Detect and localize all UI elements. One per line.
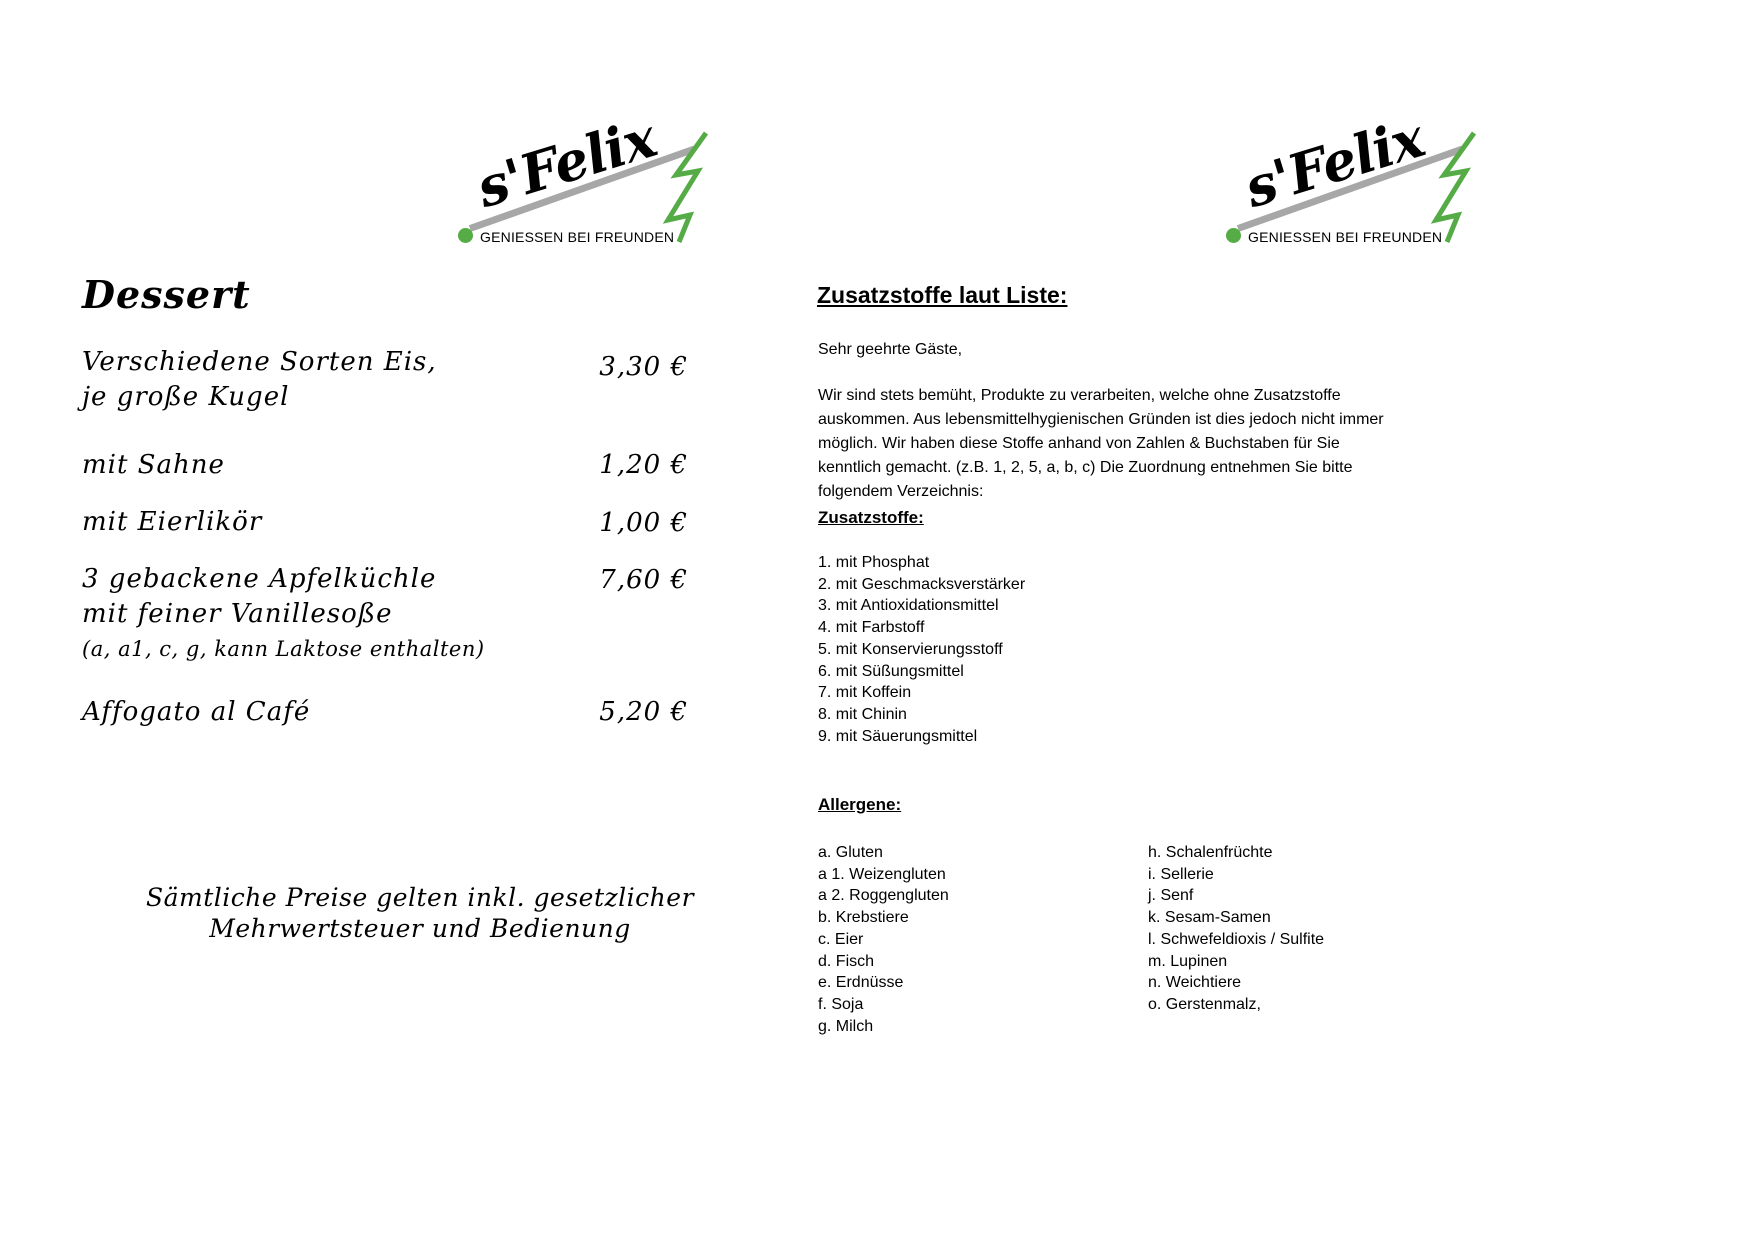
menu-item-price: 7,60 € (599, 565, 688, 595)
logo-brand-script: s'Felix (469, 105, 663, 220)
logo-tagline: GENIESSEN BEI FREUNDEN (480, 229, 675, 245)
menu-item-affogato (82, 695, 310, 730)
allergen-item: e. Erdnüsse (818, 974, 904, 992)
intro-line: folgendem Verzeichnis: (818, 483, 984, 500)
allergen-item: o. Gerstenmalz, (1148, 995, 1261, 1013)
menu-footer-line: Sämtliche Preise gelten inkl. gesetzlicher (145, 883, 695, 912)
salutation: Sehr geehrte Gäste, (818, 341, 963, 358)
menu-item-line: mit Sahne (82, 450, 225, 480)
additives-page-title: Zusatzstoffe laut Liste: (817, 282, 1068, 308)
menu-item-price: 1,20 € (599, 450, 688, 480)
menu-item-line: mit feiner Vanillesoße (82, 599, 393, 629)
allergens-column-1 (818, 842, 949, 1037)
logo-right (1226, 105, 1556, 258)
menu-footer-line: Mehrwertsteuer und Bedienung (209, 914, 631, 943)
allergen-item: a 1. Weizengluten (818, 865, 946, 883)
additive-item: 9. mit Säuerungsmittel (818, 727, 978, 745)
allergen-item: b. Krebstiere (818, 909, 909, 927)
allergens-column-2 (1148, 842, 1324, 1016)
menu-footer (95, 882, 745, 944)
additive-item: 4. mit Farbstoff (818, 619, 925, 637)
menu-item-price: 5,20 € (599, 697, 688, 727)
allergen-item: a. Gluten (818, 844, 883, 861)
logo-tagline: GENIESSEN BEI FREUNDEN (1248, 229, 1443, 245)
menu-title: Dessert (82, 272, 251, 317)
intro-line: kenntlich gemacht. (z.B. 1, 2, 5, a, b, c) Die Zuordnung entnehmen Sie bitte (818, 459, 1353, 476)
logo-left (458, 105, 788, 258)
allergen-item: f. Soja (818, 995, 864, 1013)
menu-item-line: Affogato al Café (82, 697, 311, 727)
menu-item-price: 3,30 € (599, 352, 688, 382)
intro-line: möglich. Wir haben diese Stoffe anhand von Zahlen & Buchstaben für Sie (818, 435, 1340, 452)
intro-paragraph (818, 384, 1384, 504)
menu-item-line: mit Eierlikör (82, 507, 263, 537)
allergen-item: n. Weichtiere (1148, 974, 1242, 992)
allergen-item: h. Schalenfrüchte (1148, 844, 1273, 861)
menu-item-apfelkuechle (82, 562, 485, 666)
allergen-item: j. Senf (1148, 887, 1194, 905)
allergen-item: k. Sesam-Samen (1148, 909, 1271, 927)
additive-item: 2. mit Geschmacksverstärker (818, 575, 1026, 593)
menu-item-eierlikoer (82, 505, 262, 540)
allergens-heading: Allergene: (818, 795, 902, 814)
additives-heading: Zusatzstoffe: (818, 508, 924, 527)
additive-item: 3. mit Antioxidationsmittel (818, 597, 999, 615)
menu-item-line: 3 gebackene Apfelküchle (82, 564, 437, 594)
additive-item: 1. mit Phosphat (818, 554, 930, 571)
menu-item-price: 1,00 € (599, 508, 688, 538)
menu-item-line: je große Kugel (82, 382, 290, 412)
menu-item-line: Verschiedene Sorten Eis, (82, 347, 437, 377)
logo-green-dot-icon (458, 228, 473, 243)
menu-item-eis (82, 345, 437, 415)
allergen-item: m. Lupinen (1148, 952, 1228, 970)
allergen-item: g. Milch (818, 1017, 874, 1035)
logo-zigzag-icon (660, 130, 712, 245)
allergen-item: i. Sellerie (1148, 865, 1214, 883)
menu-item-allergen-note: (a, a1, c, g, kann Laktose enthalten) (82, 637, 485, 661)
logo-green-dot-icon (1226, 228, 1241, 243)
additive-item: 7. mit Koffein (818, 684, 912, 702)
logo-brand-script: s'Felix (1237, 105, 1431, 220)
intro-line: auskommen. Aus lebensmittelhygienischen Gründen ist dies jedoch nicht immer (818, 411, 1384, 428)
allergen-item: d. Fisch (818, 952, 875, 970)
logo-zigzag-icon (1428, 130, 1480, 245)
allergen-item: c. Eier (818, 930, 864, 948)
menu-item-sahne (82, 448, 225, 483)
additive-item: 6. mit Süßungsmittel (818, 662, 964, 680)
allergen-item: a 2. Roggengluten (818, 887, 949, 905)
allergen-item: l. Schwefeldioxis / Sulfite (1148, 930, 1325, 948)
additive-item: 5. mit Konservierungsstoff (818, 640, 1003, 658)
additives-list (818, 552, 1025, 747)
additive-item: 8. mit Chinin (818, 705, 907, 723)
intro-line: Wir sind stets bemüht, Produkte zu verarbeiten, welche ohne Zusatzstoffe (818, 387, 1341, 404)
